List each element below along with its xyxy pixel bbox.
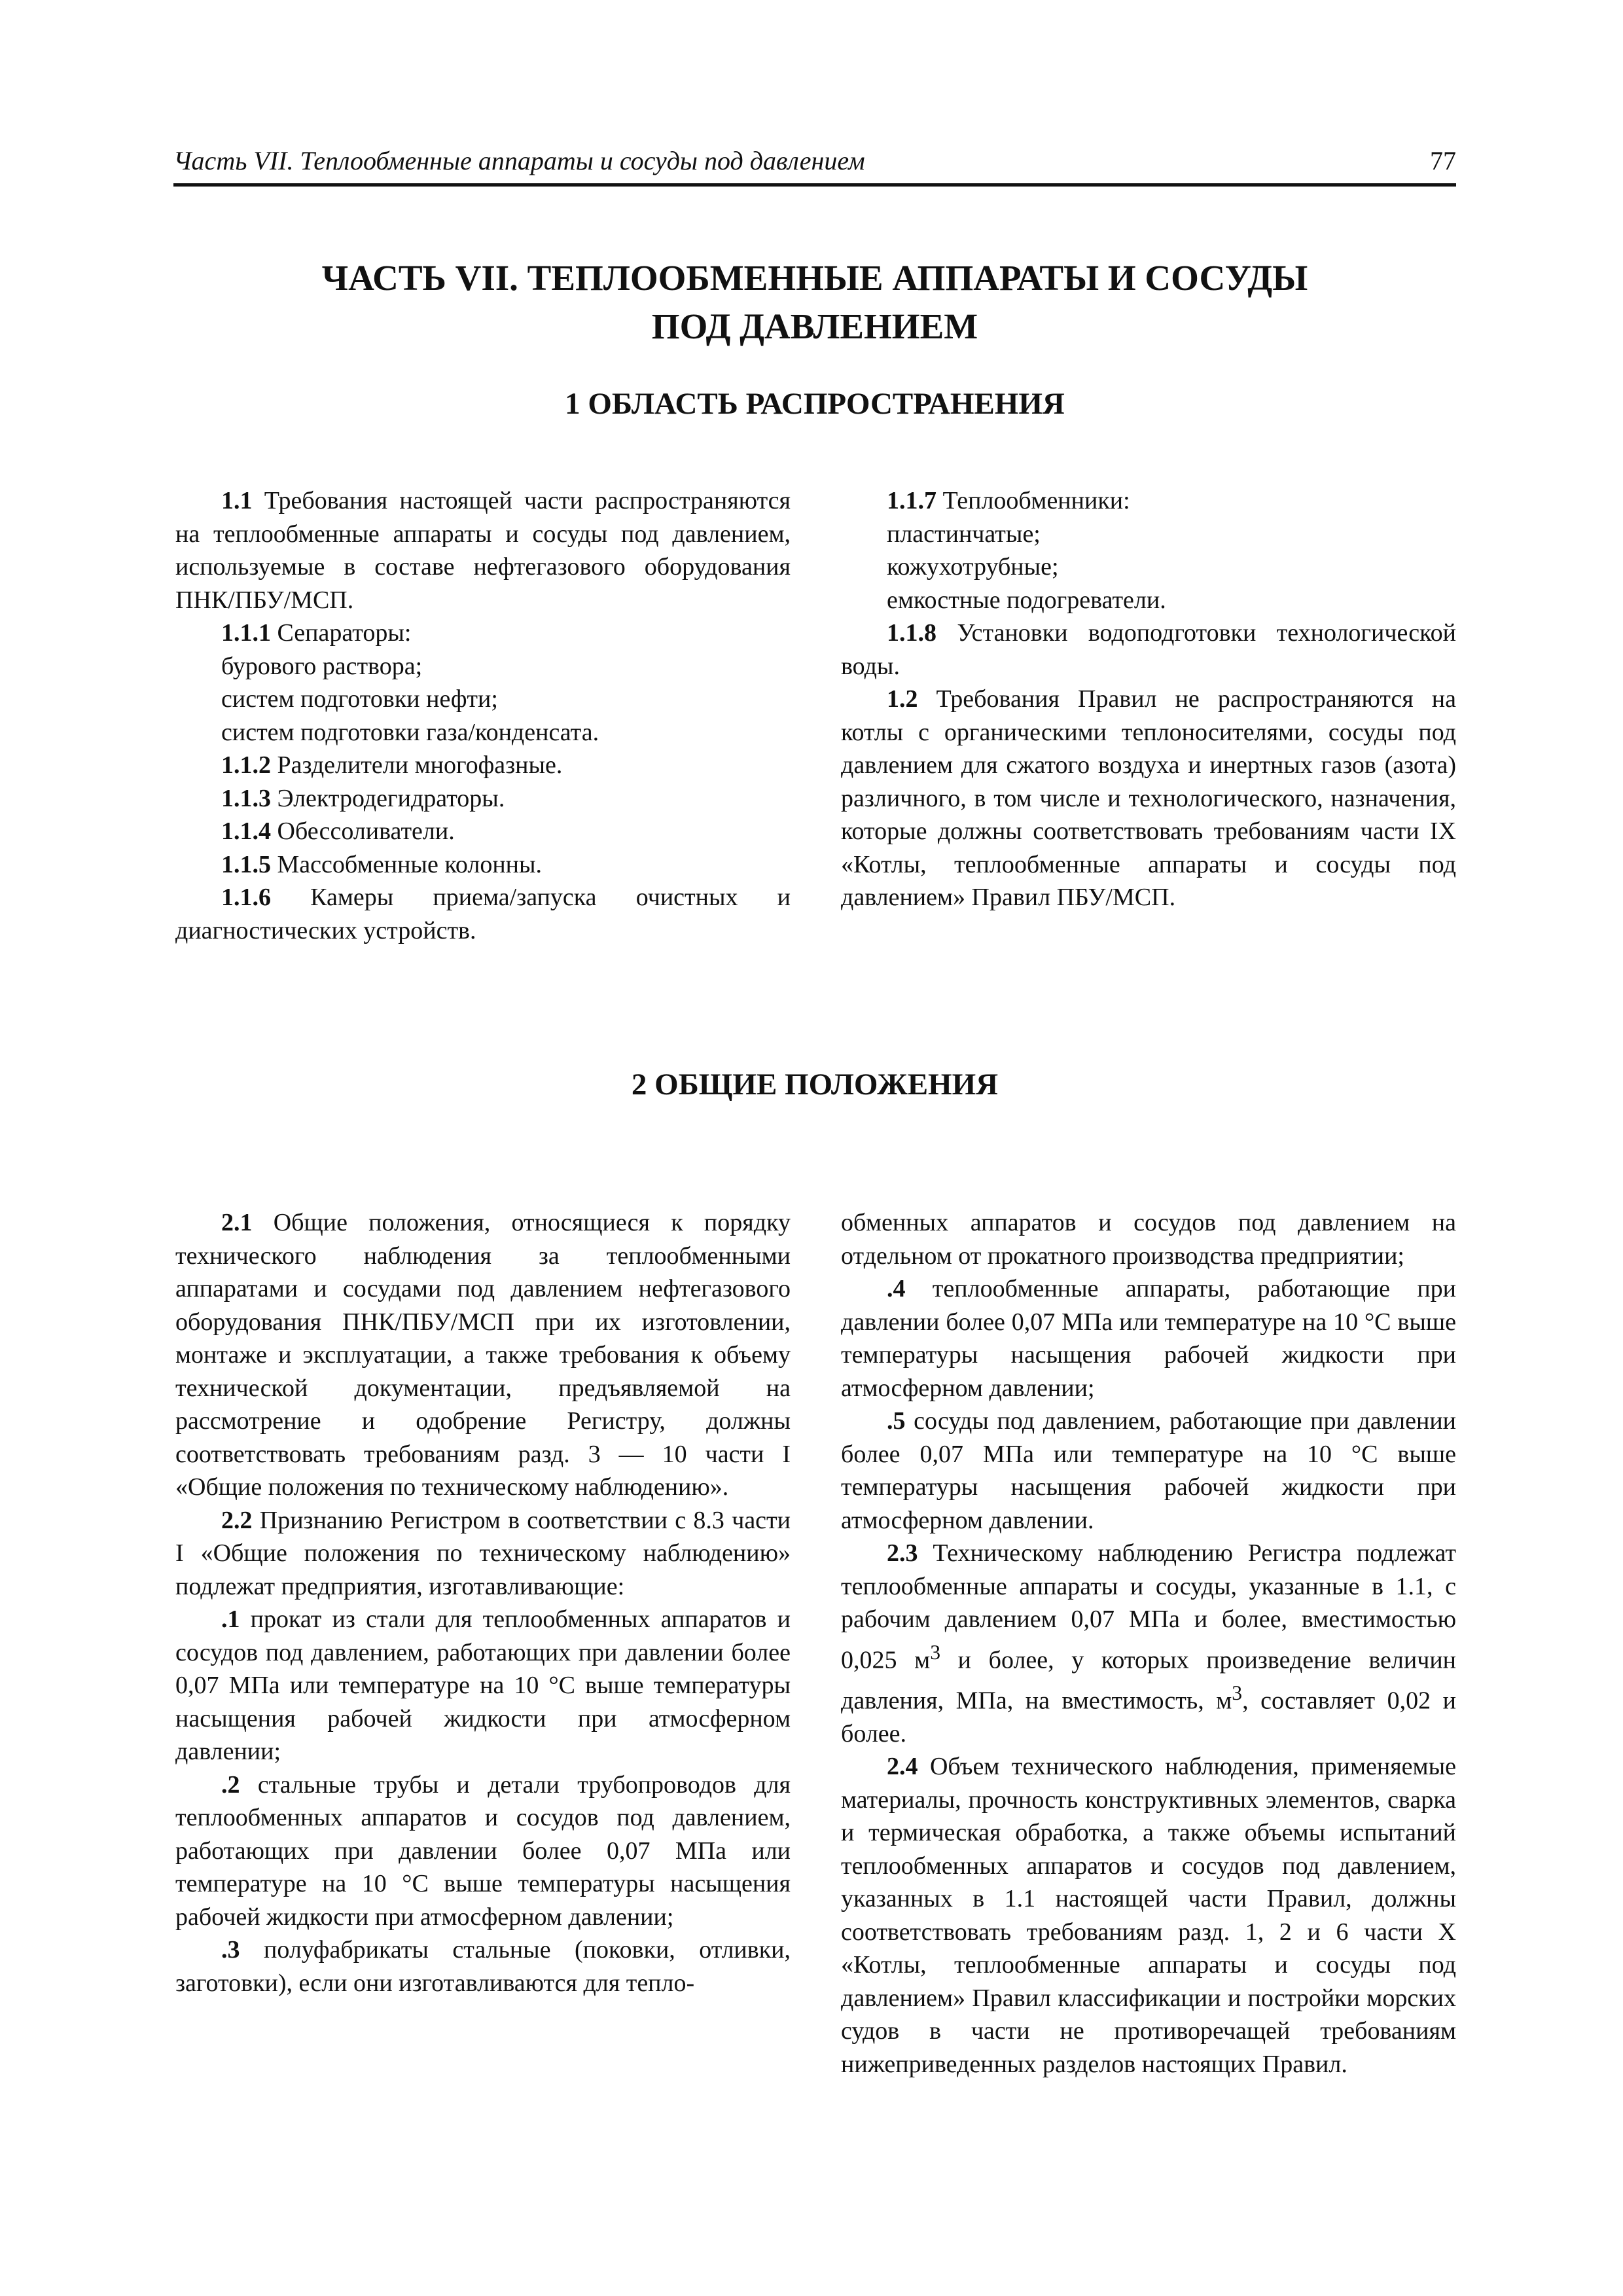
item-number: .1 (221, 1605, 240, 1633)
clause-number: 1.1.7 (887, 487, 936, 514)
item-text: полуфабрикаты стальные (поковки, отливки, заготовки), если они изготавливаются для тепло- (175, 1936, 791, 1997)
section-1-right-column (841, 484, 1456, 914)
paragraph-2-1 (175, 1206, 791, 1504)
clause-text: Установки водоподготовки технологической воды. (841, 619, 1456, 680)
item-number: .5 (887, 1407, 906, 1435)
clause-text: Обессоливатели. (271, 817, 455, 845)
section-1-heading: 1 ОБЛАСТЬ РАСПРОСТРАНЕНИЯ (565, 387, 1065, 421)
list-item: кожухотрубные; (887, 553, 1059, 581)
paragraph-1-1-6 (175, 881, 791, 947)
clause-number: 2.1 (221, 1209, 253, 1236)
paragraph-1-1-4 (175, 815, 791, 848)
superscript: 3 (930, 1640, 941, 1664)
item-number: .2 (221, 1770, 240, 1799)
enumerated-item-1 (175, 1603, 791, 1768)
section-2-left-column (175, 1206, 791, 2000)
clause-text: и более, у которых произведение величин давления, МПа, на вместимость, м (841, 1646, 1456, 1715)
item-text: сосуды под давлением, работающие при давлении более 0,07 МПа или температуре на 10 °С выше температуры насыщения рабочей жидкости при атмосферном давлении. (841, 1407, 1456, 1534)
paragraph-1-1-7 (841, 484, 1456, 518)
clause-number: 1.1 (221, 487, 253, 514)
clause-number: 1.2 (887, 685, 918, 713)
clause-text: Техническому наблюдению Регистра подлежат теплообменные аппараты и сосуды, указанные в 1.1, с рабочим давлением 0,07 МПа и более, вместимостью 0,025 м (841, 1539, 1456, 1674)
clause-number: 1.1.5 (221, 850, 271, 878)
clause-number: 1.1.1 (221, 619, 271, 647)
clause-number: 2.4 (887, 1753, 918, 1781)
enumerated-item-3-continuation: обменных аппаратов и сосудов под давлением на отдельном от прокатного производства предприятии; (841, 1209, 1456, 1270)
paragraph-1-1-3 (175, 782, 791, 816)
item-number: .3 (221, 1936, 240, 1964)
clause-text: , составляет 0,02 и более. (841, 1687, 1456, 1748)
clause-text: Объем технического наблюдения, применяемые материалы, прочность конструктивных элементов, сварка и термическая обработка, а также объемы испытаний теплообменных аппаратов и сосудов под давлением, указанных в 1.1 настоящей части Правил, должны соответствовать требованиям разд. 1, 2 и 6 части X «Котлы, теплообменные аппараты и сосуды под давлением» Правил классификации и постройки морских судов в части не противоречащей требованиям нижеприведенных разделов настоящих Правил. (841, 1753, 1456, 2078)
item-text: стальные трубы и детали трубопроводов для теплообменных аппаратов и сосудов под давлением, работающих при давлении более 0,07 МПа или температуре на 10 °С выше температуры насыщения рабочей жидкости при атмосферном давлении; (175, 1770, 791, 1931)
clause-number: 1.1.2 (221, 751, 271, 779)
clause-text: Теплообменники: (936, 487, 1130, 514)
running-header (173, 143, 1456, 187)
paragraph-2-2 (175, 1504, 791, 1604)
item-number: .4 (887, 1275, 906, 1302)
paragraph-1-1-1 (175, 617, 791, 650)
part-title (173, 254, 1456, 351)
page-number: 77 (1430, 146, 1456, 175)
clause-number: 2.2 (221, 1506, 253, 1534)
clause-number: 2.3 (887, 1539, 918, 1567)
clause-text: Требования настоящей части распространяются на теплообменные аппараты и сосуды под давлением, используемые в составе нефтегазового оборудования ПНК/ПБУ/МСП. (175, 487, 791, 614)
clause-text: Требования Правил не распространяются на котлы с органическими теплоносителями, сосуды под давлением для сжатого воздуха и инертных газов (азота) различного, в том числе и технологического, назначения, которые должны соответствовать требованиям части IX «Котлы, теплообменные аппараты и сосуды под давлением» Правил ПБУ/МСП. (841, 685, 1456, 911)
paragraph-1-1 (175, 484, 791, 617)
part-title-line-2: ПОД ДАВЛЕНИЕМ (651, 306, 978, 346)
clause-text: Электродегидраторы. (271, 784, 505, 812)
section-1-left-column (175, 484, 791, 947)
clause-text: Признанию Регистром в соответствии с 8.3 части I «Общие положения по техническому наблюдению» подлежат предприятия, изготавливающие: (175, 1506, 791, 1600)
enumerated-item-5 (841, 1405, 1456, 1537)
running-title: Часть VII. Теплообменные аппараты и сосуды под давлением (173, 146, 865, 175)
superscript: 3 (1232, 1681, 1243, 1704)
section-2-right-column (841, 1206, 1456, 2081)
paragraph-1-2 (841, 683, 1456, 914)
list-item: систем подготовки нефти; (221, 685, 498, 713)
paragraph-1-1-5 (175, 848, 791, 882)
part-title-line-1: ЧАСТЬ VII. ТЕПЛООБМЕННЫЕ АППАРАТЫ И СОСУДЫ (321, 258, 1308, 298)
item-text: прокат из стали для теплообменных аппаратов и сосудов под давлением, работающих при давлении более 0,07 МПа или температуре на 10 °С выше температуры насыщения рабочей жидкости при атмосферном давлении; (175, 1605, 791, 1765)
list-item: бурового раствора; (221, 652, 423, 680)
clause-text: Общие положения, относящиеся к порядку технического наблюдения за теплообменными аппаратами и сосудами под давлением нефтегазового оборудования ПНК/ПБУ/МСП при их изготовлении, монтаже и эксплуатации, а также требования к объему технической документации, предъявляемой на рассмотрение и одобрение Регистру, должны соответствовать требованиям разд. 3 — 10 части I «Общие положения по техническому наблюдению». (175, 1209, 791, 1501)
paragraph-2-4 (841, 1750, 1456, 2081)
paragraph-1-1-8 (841, 617, 1456, 683)
clause-text: Разделители многофазные. (271, 751, 563, 779)
clause-number: 1.1.8 (887, 619, 936, 647)
section-2-heading: 2 ОБЩИЕ ПОЛОЖЕНИЯ (631, 1067, 999, 1102)
list-item: пластинчатые; (887, 520, 1041, 548)
enumerated-item-2 (175, 1768, 791, 1934)
enumerated-item-3 (175, 1933, 791, 2000)
clause-text: Камеры приема/запуска очистных и диагностических устройств. (175, 884, 791, 944)
list-item: емкостные подогреватели. (887, 586, 1166, 614)
list-item: систем подготовки газа/конденсата. (221, 718, 599, 746)
paragraph-2-3 (841, 1537, 1456, 1750)
clause-text: Массобменные колонны. (271, 850, 543, 878)
clause-text: Сепараторы: (271, 619, 412, 647)
clause-number: 1.1.3 (221, 784, 271, 812)
clause-number: 1.1.4 (221, 817, 271, 845)
paragraph-1-1-2 (175, 749, 791, 782)
item-text: теплообменные аппараты, работающие при давлении более 0,07 МПа или температуре на 10 °С выше температуры насыщения рабочей жидкости при атмосферном давлении; (841, 1275, 1456, 1402)
enumerated-item-4 (841, 1272, 1456, 1405)
clause-number: 1.1.6 (221, 884, 271, 911)
